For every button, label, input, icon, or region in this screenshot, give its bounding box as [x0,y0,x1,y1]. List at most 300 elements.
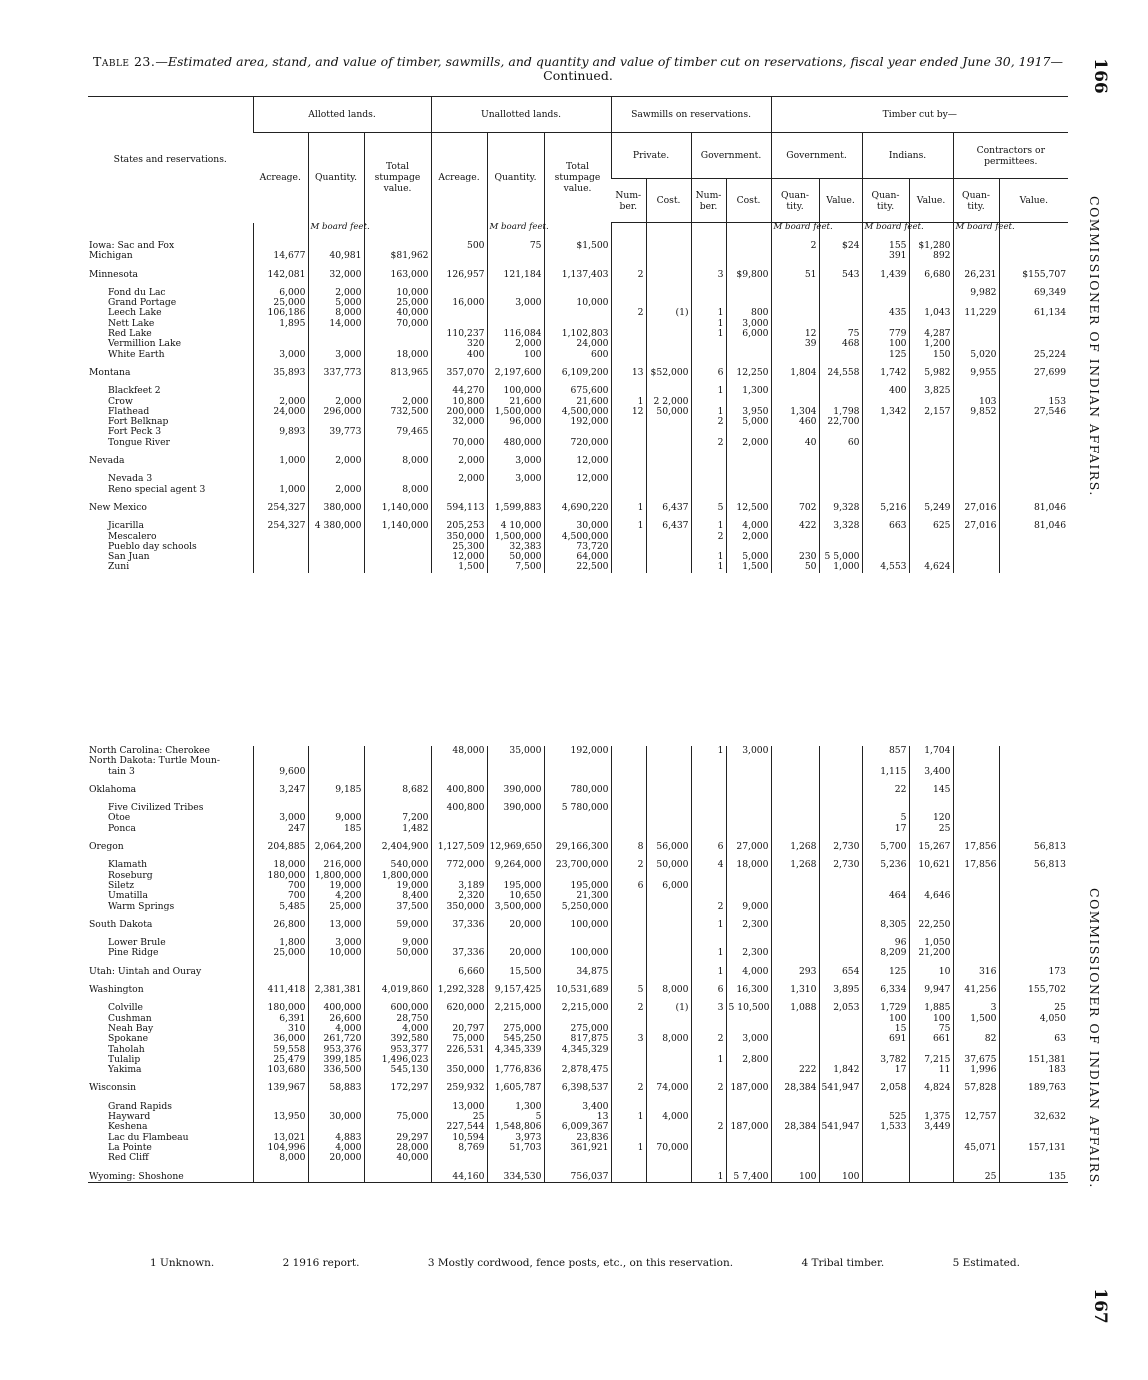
table-cell: 1 [691,1055,726,1065]
table-cell: 59,558 [253,1045,308,1055]
table-cell [611,1153,646,1163]
spacer-cell [544,930,611,938]
table-cell: 155,702 [999,985,1068,995]
table-cell [611,485,646,495]
table-cell: 10,594 [431,1133,487,1143]
table-cell: 192,000 [544,417,611,427]
table-cell: 435 [862,308,909,318]
row-label: Oregon [89,841,124,853]
table-cell [364,1172,431,1183]
table-cell: 1 [691,386,726,396]
table-cell: 1,268 [771,860,819,870]
table-cell [726,1133,771,1143]
table-cell: 400 [862,386,909,396]
table-cell [646,785,691,795]
table-cell: 23,700,000 [544,860,611,870]
table-cell [691,485,726,495]
table-cell [726,881,771,891]
spacer-row [88,280,1068,288]
table-cell: 21,300 [544,891,611,901]
table-cell: 12,000 [431,552,487,562]
table-cell [308,552,364,562]
table-cell: 545,250 [487,1034,544,1044]
table-cell: 1,304 [771,407,819,417]
state-row [88,842,1068,852]
row-label: Wisconsin [89,1082,137,1094]
table-cell: 4,624 [909,562,953,572]
table-cell [999,902,1068,912]
table-cell: 22,250 [909,920,953,930]
row-label: Grand Portage [108,297,177,309]
table-cell: 2,058 [862,1083,909,1093]
reservation-row [88,1045,1068,1055]
table-cell: 1 [691,562,726,572]
table-cell [691,1102,726,1112]
table-cell: 30,000 [308,1112,364,1122]
table-cell: 205,253 [431,521,487,531]
table-cell: 5,249 [909,503,953,513]
table-cell: 3,000 [487,456,544,466]
table-cell: 772,000 [431,860,487,870]
table-cell: 2 [691,417,726,427]
table-cell: 5 [691,503,726,513]
table-cell: 2,300 [726,920,771,930]
row-label: Zuni [108,561,130,573]
table-cell: 6,334 [862,985,909,995]
header-unallotted: Unallotted lands. [431,97,611,133]
page-number-bottom: 167 [1089,1288,1110,1324]
table-body-top [88,223,1068,573]
table-cell: 63 [999,1034,1068,1044]
table-cell [364,767,431,777]
spacer-cell [999,378,1068,386]
table-cell [646,427,691,437]
row-label: Lower Brule [108,937,166,949]
table-cell: 9,000 [308,813,364,823]
table-cell [611,1065,646,1075]
table-cell: 3,400 [544,1102,611,1112]
table-cell: 663 [862,521,909,531]
spacer-cell [611,777,646,785]
table-cell [953,948,999,958]
spacer-cell [646,262,691,270]
table-cell [862,542,909,552]
reservation-row [88,562,1068,572]
table-cell [819,474,862,484]
state-row [88,251,1068,261]
table-cell: 50 [771,562,819,572]
table-cell: $155,707 [999,270,1068,280]
table-cell: 2,197,600 [487,368,544,378]
table-cell: 813,965 [364,368,431,378]
table-cell: 400,000 [308,1003,364,1013]
table-cell [726,767,771,777]
table-cell: 6 [691,842,726,852]
table-cell: 316 [953,967,999,977]
row-label: Siletz [108,879,135,891]
table-cell: 625 [909,521,953,531]
spacer-cell [253,959,308,967]
spacer-cell [999,930,1068,938]
spacer-cell [364,795,431,803]
table-cell: 155 [862,241,909,251]
table-cell: 4,883 [308,1133,364,1143]
table-cell [771,813,819,823]
table-cell: 5,216 [862,503,909,513]
table-cell [646,251,691,261]
reservation-row [88,298,1068,308]
table-cell [611,891,646,901]
table-cell: 18,000 [726,860,771,870]
table-cell: 19,000 [308,881,364,891]
table-cell: 2,053 [819,1003,862,1013]
table-cell: 259,932 [431,1083,487,1093]
header-quantity: Quan-tity. [953,179,999,223]
table-cell: 3,500,000 [487,902,544,912]
table-cell [999,746,1068,756]
table-cell [819,1102,862,1112]
table-cell [819,308,862,318]
table-cell: 380,000 [308,503,364,513]
spacer-cell [646,912,691,920]
table-cell [771,1143,819,1153]
state-row [88,503,1068,513]
running-head-bottom: COMMISSIONER OF INDIAN AFFAIRS. [1087,888,1102,1189]
table-cell: 75 [909,1024,953,1034]
table-cell: 1,000 [253,456,308,466]
table-cell: 1 [691,521,726,531]
header-value: Value. [819,179,862,223]
table-cell: 1 [691,552,726,562]
table-cell: 37,675 [953,1055,999,1065]
table-cell: 56,813 [999,860,1068,870]
table-cell [771,938,819,948]
table-cell [364,967,431,977]
row-label: San Juan [108,551,150,563]
table-cell: 953,376 [308,1045,364,1055]
table-cell: 1,300 [487,1102,544,1112]
row-label: Ponca [108,822,136,834]
table-cell: 1 [691,319,726,329]
table-cell [862,456,909,466]
table-cell [862,1172,909,1183]
table-cell: 34,875 [544,967,611,977]
table-cell: 399,185 [308,1055,364,1065]
table-cell: 75,000 [431,1034,487,1044]
table-cell: 5,982 [909,368,953,378]
table-cell: 732,500 [364,407,431,417]
table-cell [999,241,1068,251]
table-cell: 1,599,883 [487,503,544,513]
spacer-cell [611,1164,646,1172]
table-cell: 4,050 [999,1014,1068,1024]
table-cell [999,948,1068,958]
table-cell [999,1153,1068,1163]
table-cell: 44,270 [431,386,487,396]
row-label: Crow [108,395,133,407]
table-cell: 892 [909,251,953,261]
table-cell [691,456,726,466]
reservation-row [88,474,1068,484]
table-cell: 4 10,000 [487,521,544,531]
table-cell: 400 [431,350,487,360]
table-cell [953,1153,999,1163]
spacer-cell [253,466,308,474]
header-private: Private. [611,133,691,179]
row-label: South Dakota [89,918,153,930]
state-row [88,785,1068,795]
table-cell [646,891,691,901]
table-cell [771,871,819,881]
table-cell: 27,546 [999,407,1068,417]
table-cell [364,542,431,552]
row-label: Fort Belknap [108,416,169,428]
table-cell [487,1153,544,1163]
table-cell [646,920,691,930]
running-head-top: COMMISSIONER OF INDIAN AFFAIRS. [1087,196,1102,497]
table-cell [953,251,999,261]
spacer-cell [771,1094,819,1102]
table-cell: 390,000 [487,785,544,795]
spacer-cell [819,930,862,938]
table-cell [726,1065,771,1075]
table-cell [771,1102,819,1112]
table-cell: 2,381,381 [308,985,364,995]
table-cell: 96 [862,938,909,948]
units-row [88,223,1068,242]
table-cell: 2,215,000 [487,1003,544,1013]
table-cell: 254,327 [253,521,308,531]
table-cell [819,288,862,298]
table-cell [726,813,771,823]
table-cell [953,767,999,777]
table-cell [691,1143,726,1153]
table-cell: 116,084 [487,329,544,339]
table-cell: 400,800 [431,803,487,813]
table-cell: 51 [771,270,819,280]
spacer-cell [819,1094,862,1102]
header-quantity: Quantity. [487,133,544,223]
spacer-cell [308,378,364,386]
table-cell: 106,186 [253,308,308,318]
spacer-cell [909,280,953,288]
spacer-cell [646,280,691,288]
spacer-cell [909,1164,953,1172]
table-cell [646,270,691,280]
table-cell: $9,800 [726,270,771,280]
table-cell: 1,842 [819,1065,862,1075]
table-cell [862,1153,909,1163]
table-cell: 1,885 [909,1003,953,1013]
table-cell: 32,000 [431,417,487,427]
table-cell [691,803,726,813]
table-cell [364,552,431,562]
table-cell: 620,000 [431,1003,487,1013]
table-cell: 3,189 [431,881,487,891]
table-cell: 661 [909,1034,953,1044]
table-cell: 2 [611,1003,646,1013]
table-cell: 30,000 [544,521,611,531]
table-cell: 27,000 [726,842,771,852]
table-cell [646,1172,691,1183]
spacer-cell [646,777,691,785]
footnote-3: 3 Mostly cordwood, fence posts, etc., on this reservation. [427,1257,734,1269]
table-cell [999,427,1068,437]
row-label: Michigan [89,250,133,262]
unit-label: M board feet. [771,223,819,242]
table-cell: 8,000 [308,308,364,318]
table-cell: 70,000 [646,1143,691,1153]
table-cell: 100 [487,350,544,360]
row-label: Utah: Uintah and Ouray [89,965,202,977]
table-cell [909,1143,953,1153]
table-cell [544,756,611,766]
table-cell: 25 [909,824,953,834]
table-cell [999,542,1068,552]
header-timber-cut: Timber cut by— [771,97,1068,133]
table-cell: 39 [771,339,819,349]
table-cell: 2 2,000 [646,397,691,407]
table-cell: 3,000 [308,350,364,360]
table-cell: 1,729 [862,1003,909,1013]
table-cell [953,785,999,795]
table-cell [308,438,364,448]
table-cell: 8,000 [646,985,691,995]
table-cell: 1 [691,746,726,756]
table-cell: 28,000 [364,1143,431,1153]
table-cell: 100 [909,1014,953,1024]
row-label: Red Cliff [108,1152,149,1164]
table-cell [726,474,771,484]
spacer-cell [611,378,646,386]
table-cell: 157,131 [999,1143,1068,1153]
unit-label: M board feet. [487,223,544,242]
table-cell [691,871,726,881]
row-label: Cushman [108,1012,152,1024]
table-cell: 110,237 [431,329,487,339]
table-cell [726,288,771,298]
page-number-top: 166 [1089,58,1110,94]
table-cell: 3,247 [253,785,308,795]
table-cell [726,824,771,834]
table-cell: 1,439 [862,270,909,280]
table-cell: 464 [862,891,909,901]
table-cell [611,902,646,912]
table-cell: 5,700 [862,842,909,852]
table-cell: 40 [771,438,819,448]
row-label: tain 3 [108,765,135,777]
table-cell: 82 [953,1034,999,1044]
table-cell [646,1045,691,1055]
table-cell: 600 [544,350,611,360]
reservation-row [88,308,1068,318]
table-cell: 336,500 [308,1065,364,1075]
table-cell: 9,955 [953,368,999,378]
table-cell: 8,000 [364,485,431,495]
table-cell: $81,962 [364,251,431,261]
table-cell [726,871,771,881]
table-cell: 1,375 [909,1112,953,1122]
table-cell [691,474,726,484]
table-cell [999,785,1068,795]
table-cell: 1,500 [726,562,771,572]
table-cell: 310 [253,1024,308,1034]
table-cell: 1,548,806 [487,1122,544,1132]
table-cell [308,562,364,572]
state-row [88,967,1068,977]
table-cell: 2,000 [726,532,771,542]
table-cell [953,871,999,881]
table-cell: 1,533 [862,1122,909,1132]
table-cell: 216,000 [308,860,364,870]
spacer-cell [611,795,646,803]
table-cell: 1,115 [862,767,909,777]
state-row [88,1083,1068,1093]
table-cell [253,532,308,542]
table-cell [611,1045,646,1055]
table-cell: 12,757 [953,1112,999,1122]
reservation-row [88,438,1068,448]
table-cell: 104,996 [253,1143,308,1153]
spacer-cell [646,378,691,386]
table-cell [726,251,771,261]
table-cell [819,456,862,466]
table-cell [487,485,544,495]
spacer-cell [862,448,909,456]
table-cell: 2 [611,270,646,280]
table-cell [431,813,487,823]
reservation-row [88,350,1068,360]
table-cell: 350,000 [431,902,487,912]
table-cell: 13,000 [308,920,364,930]
table-cell: 100,000 [544,948,611,958]
spacer-cell [771,930,819,938]
table-cell [771,1045,819,1055]
table-cell: 142,081 [253,270,308,280]
table-cell [726,803,771,813]
table-cell: 35,000 [487,746,544,756]
table-cell [253,562,308,572]
table-cell: 29,297 [364,1133,431,1143]
table-cell: 4,646 [909,891,953,901]
table-cell: 227,544 [431,1122,487,1132]
table-cell [544,251,611,261]
table-cell: 37,336 [431,920,487,930]
table-cell: 6 [611,881,646,891]
table-cell: 12,500 [726,503,771,513]
table-cell [726,339,771,349]
spacer-cell [953,912,999,920]
table-cell [611,438,646,448]
table-cell [308,756,364,766]
table-cell: 3,000 [487,298,544,308]
spacer-cell [999,912,1068,920]
spacer-cell [862,1094,909,1102]
table-cell [909,427,953,437]
table-cell: 350,000 [431,532,487,542]
table-cell: 460 [771,417,819,427]
header-number: Num-ber. [691,179,726,223]
table-cell [819,920,862,930]
table-cell [862,902,909,912]
table-cell: 25,300 [431,542,487,552]
table-cell: 4,500,000 [544,532,611,542]
row-label: Tulalip [108,1053,141,1065]
table-cell: 2 [691,1034,726,1044]
timber-table-bottom [88,746,1068,1183]
row-label: Hayward [108,1111,151,1123]
table-cell: 2 [691,532,726,542]
